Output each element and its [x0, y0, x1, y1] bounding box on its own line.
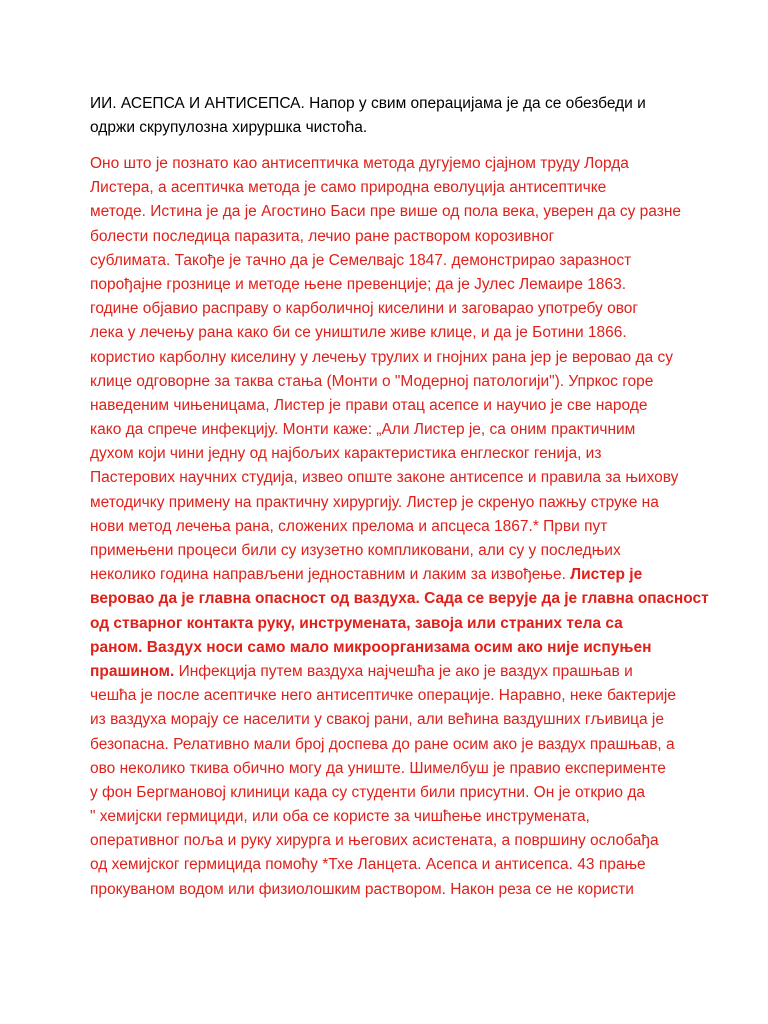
body-line: Листера, а асептичка метода је само природна еволуција антисептичке [90, 179, 607, 197]
body-line: из ваздуха морају се населити у свакој рани, али већина ваздушних гљивица је [90, 711, 664, 729]
body-text-bold: прашином. [90, 662, 175, 680]
body-line: године објавио расправу о карболичној киселини и заговарао употребу овог [90, 300, 639, 318]
body-line: духом који чини једну од најбољих карактеристика енглеског генија, из [90, 445, 602, 463]
body-line: примењени процеси били су изузетно компликовани, али су у последњих [90, 542, 621, 559]
body-line-mixed [90, 563, 700, 587]
body-text-normal: неколико година направљени једноставним и лаким за извођење. [90, 566, 571, 584]
body-line: болести последица паразита, лечио ране раствором корозивног [90, 227, 555, 245]
body-line: лека у лечењу рана како би се уништиле живе клице, и да је Ботини 1866. [90, 324, 627, 342]
section-heading [90, 92, 700, 140]
body-line: " хемијски гермициди, или оба се користе за чишћење инструмената, [90, 808, 590, 826]
body-text-bold: Листер је [570, 566, 643, 584]
body-line: безопасна. Релативно мали број доспева до ране осим ако је ваздух прашњав, а [90, 735, 675, 753]
body-line: сублимата. Такође је тачно да је Семелвајс 1847. демонстрирао заразност [90, 251, 632, 269]
body-line-mixed [90, 660, 700, 684]
heading-line: ИИ. АСЕПСА И АНТИСЕПСА. Напор у свим операцијама је да се обезбеди и [90, 95, 646, 112]
body-line-bold: од стварног контакта руку, инструмената, завоја или страних тела са [90, 614, 623, 632]
body-line: од хемијског гермицида помоћу *Тхе Ланцета. Асепса и антисепса. 43 прање [90, 856, 646, 874]
body-text-normal: Инфекција путем ваздуха најчешћа је ако је ваздух прашњав и [174, 662, 633, 680]
body-line: Пастерових научних студија, извео опште законе антисепсе и правила за њихову [90, 469, 679, 487]
heading-line: одржи скрупулозна хируршка чистоћа. [90, 119, 368, 137]
body-line: прокуваном водом или физиолошким раствором. Након реза се не користи [90, 880, 634, 898]
body-line: наведеним чињеницама, Листер је прави отац асепсе и научио је све народе [90, 396, 648, 414]
body-line: ово неколико ткива обично могу да униште. Шимелбуш је правио експерименте [90, 759, 666, 777]
body-paragraph [90, 152, 709, 902]
body-line-bold: веровао да је главна опасност од ваздуха. Сада се верује да је главна опасност [90, 590, 709, 608]
body-line: порођајне грознице и методе њене превенције; да је Јулес Лемаире 1863. [90, 275, 627, 293]
body-line: како да спрече инфекцију. Монти каже: „Али Листер је, са оним практичним [90, 421, 636, 439]
body-line: методе. Истина је да је Агостино Баси пре више од пола века, уверен да су разне [90, 203, 682, 221]
body-line-bold: раном. Ваздух носи само мало микроорганизама осим ако није испуњен [90, 638, 652, 656]
body-line: у фон Бергмановој клиници када су студенти били присутни. Он је открио да [90, 783, 646, 801]
body-line: користио карболну киселину у лечењу трулих и гнојних рана јер је веровао да су [90, 348, 673, 366]
body-line: чешћа је после асептичке него антисептичке операције. Наравно, неке бактерије [90, 687, 676, 705]
body-line: оперативног поља и руку хирурга и његових асистената, а површину ослобађа [90, 832, 659, 850]
body-line: клице одговорне за таква стања (Монти о "Модерној патологији"). Упркос горе [90, 372, 654, 390]
body-line: Оно што је познато као антисептичка метода дугујемо сјајном труду Лорда [90, 155, 629, 172]
body-line: методичку примену на практичну хирургију. Листер је скренуо пажњу струке на [90, 493, 659, 511]
body-line: нови метод лечења рана, сложених прелома и апсцеса 1867.* Први пут [90, 517, 608, 535]
